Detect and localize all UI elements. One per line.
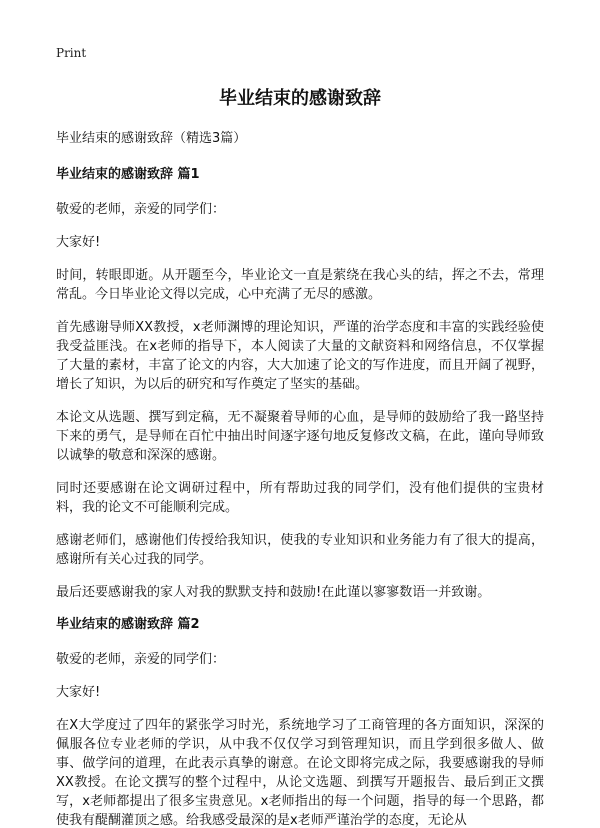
print-label: Print bbox=[56, 46, 87, 60]
paragraph: 同时还要感谢在论文调研过程中，所有帮助过我的同学们，没有他们提供的宝贵材料，我的论文不可能顺利完成。 bbox=[56, 481, 544, 515]
paragraph: 首先感谢导师XX教授，x老师渊博的理论知识，严谨的治学态度和丰富的实践经验使我受益匪浅。在x老师的指导下，本人阅读了大量的文献资料和网络信息，不仅掌握了大量的素材，丰富了论文的内容，大大加速了论文的写作进度，而且开阔了视野，增长了知识，为以后的研究和写作奠定了坚实的基础。 bbox=[56, 320, 544, 392]
salutation: 敬爱的老师，亲爱的同学们： bbox=[56, 652, 226, 667]
section-heading: 毕业结束的感谢致辞 篇2 bbox=[56, 617, 200, 632]
document-title: 毕业结束的感谢致辞 bbox=[219, 88, 381, 109]
paragraph: 本论文从选题、撰写到定稿，无不凝聚着导师的心血，是导师的鼓励给了我一路坚持下来的勇气，是导师在百忙中抽出时间逐字逐句地反复修改文稿，在此，谨向导师致以诚挚的敬意和深深的感谢。 bbox=[56, 410, 544, 463]
paragraph: 在X大学度过了四年的紧张学习时光，系统地学习了工商管理的各方面知识，深深的佩服各位专业老师的学识，从中我不仅仅学习到管理知识，而且学到很多做人、做事、做学问的道理，在此表示真挚的谢意。在论文即将完成之际，我要感谢我的导师XX教授。在论文撰写的整个过程中，从论文选题、到撰写开题报告、最后到正文撰写，x老师都提出了很多宝贵意见。x老师指出的每一个问题，指导的每一个思路，都使我有醍醐灌顶之感。给我感受最深的是x老师严谨治学的态度，无论从 bbox=[56, 718, 544, 828]
salutation: 敬爱的老师，亲爱的同学们： bbox=[56, 202, 226, 217]
paragraph: 时间，转眼即逝。从开题至今，毕业论文一直是萦绕在我心头的结，挥之不去，常理常乱。今日毕业论文得以完成，心中充满了无尽的感激。 bbox=[56, 268, 544, 302]
section-2 bbox=[56, 616, 544, 828]
document-subtitle: 毕业结束的感谢致辞（精选3篇） bbox=[56, 131, 247, 146]
paragraph: 最后还要感谢我的家人对我的默默支持和鼓励!在此谨以寥寥数语一并致谢。 bbox=[56, 585, 491, 600]
paragraph: 感谢老师们，感谢他们传授给我知识，使我的专业知识和业务能力有了很大的提高，感谢所有关心过我的同学。 bbox=[56, 533, 544, 567]
greeting: 大家好! bbox=[56, 685, 101, 700]
section-1 bbox=[56, 166, 544, 602]
greeting: 大家好! bbox=[56, 235, 101, 250]
section-heading: 毕业结束的感谢致辞 篇1 bbox=[56, 167, 200, 182]
